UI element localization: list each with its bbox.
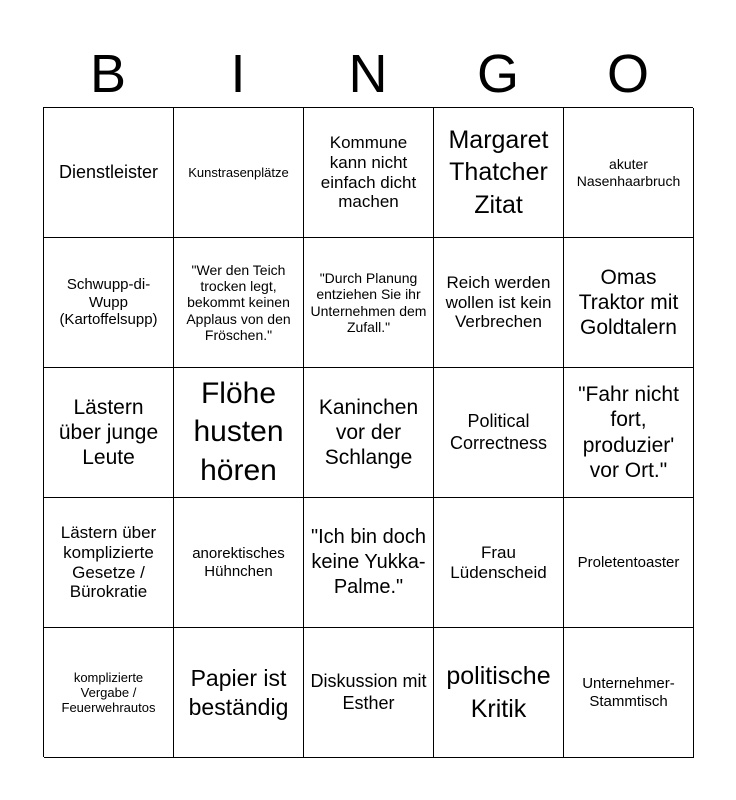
cell-text: "Durch Planung entziehen Sie ihr Unternehmen dem Zufall." — [310, 269, 427, 335]
cell-text: Reich werden wollen ist kein Verbrechen — [445, 272, 552, 332]
cell-text: Flöhe husten hören — [193, 376, 284, 487]
cell-text: anorektisches Hühnchen — [192, 544, 285, 580]
bingo-grid — [43, 107, 693, 757]
cell-text: Kunstrasenplätze — [188, 164, 289, 180]
cell-text: Frau Lüdenscheid — [450, 542, 547, 582]
header-letter-g: G — [476, 44, 519, 104]
header-letter-b: B — [89, 44, 127, 104]
cell-text: Diskussion mit Esther — [310, 671, 427, 713]
cell-text: Papier ist beständig — [188, 664, 289, 720]
cell-text: Lästern über komplizierte Gesetze / Bürokratie — [60, 522, 157, 602]
cell-text: Kommune kann nicht einfach dicht machen — [320, 132, 417, 212]
cell-text: Unternehmer-Stammtisch — [582, 674, 675, 710]
cell-text: komplizierte Vergabe / Feuerwehrautos — [61, 669, 156, 716]
bingo-cell-r1c4[interactable] — [434, 108, 564, 238]
bingo-cell-r4c3[interactable] — [304, 498, 434, 628]
cell-text: akuter Nasenhaarbruch — [576, 156, 681, 189]
bingo-cell-r5c1[interactable] — [44, 628, 174, 758]
bingo-cell-r2c1[interactable] — [44, 238, 174, 368]
cell-text: "Wer den Teich trocken legt, bekommt keinen Applaus von den Fröschen." — [186, 261, 291, 344]
bingo-header — [43, 40, 693, 108]
bingo-cell-r2c2[interactable] — [174, 238, 304, 368]
cell-text: Schwupp-di-Wupp (Kartoffelsupp) — [59, 276, 158, 329]
bingo-cell-r3c1[interactable] — [44, 368, 174, 498]
cell-text: politische Kritik — [446, 662, 551, 723]
bingo-cell-r2c3[interactable] — [304, 238, 434, 368]
bingo-cell-r1c1[interactable] — [44, 108, 174, 238]
cell-text: Omas Traktor mit Goldtalern — [578, 265, 679, 340]
bingo-cell-r4c1[interactable] — [44, 498, 174, 628]
bingo-cell-r1c5[interactable] — [564, 108, 694, 238]
bingo-cell-r2c4[interactable] — [434, 238, 564, 368]
bingo-cell-r3c3[interactable] — [304, 368, 434, 498]
bingo-cell-r4c4[interactable] — [434, 498, 564, 628]
bingo-cell-r3c4[interactable] — [434, 368, 564, 498]
cell-text: Margaret Thatcher Zitat — [448, 125, 549, 219]
cell-text: Kaninchen vor der Schlange — [318, 395, 419, 470]
bingo-cell-r1c2[interactable] — [174, 108, 304, 238]
bingo-cell-r2c5[interactable] — [564, 238, 694, 368]
bingo-cell-r4c2[interactable] — [174, 498, 304, 628]
header-letter-i: I — [230, 44, 246, 104]
cell-text: Lästern über junge Leute — [58, 395, 159, 470]
bingo-cell-r5c3[interactable] — [304, 628, 434, 758]
bingo-cell-r5c2[interactable] — [174, 628, 304, 758]
header-letter-o: O — [606, 44, 649, 104]
cell-text: "Ich bin doch keine Yukka-Palme." — [311, 526, 426, 598]
bingo-cell-r3c2[interactable] — [174, 368, 304, 498]
bingo-cell-r4c5[interactable] — [564, 498, 694, 628]
cell-text: Dienstleister — [58, 161, 159, 182]
cell-text: Proletentoaster — [577, 553, 680, 571]
header-letter-n: N — [348, 44, 388, 104]
cell-text: Political Correctness — [449, 411, 548, 453]
cell-text: "Fahr nicht fort, produzier' vor Ort." — [578, 383, 679, 482]
bingo-cell-r3c5[interactable] — [564, 368, 694, 498]
bingo-cell-r1c3[interactable] — [304, 108, 434, 238]
bingo-cell-r5c4[interactable] — [434, 628, 564, 758]
bingo-cell-r5c5[interactable] — [564, 628, 694, 758]
